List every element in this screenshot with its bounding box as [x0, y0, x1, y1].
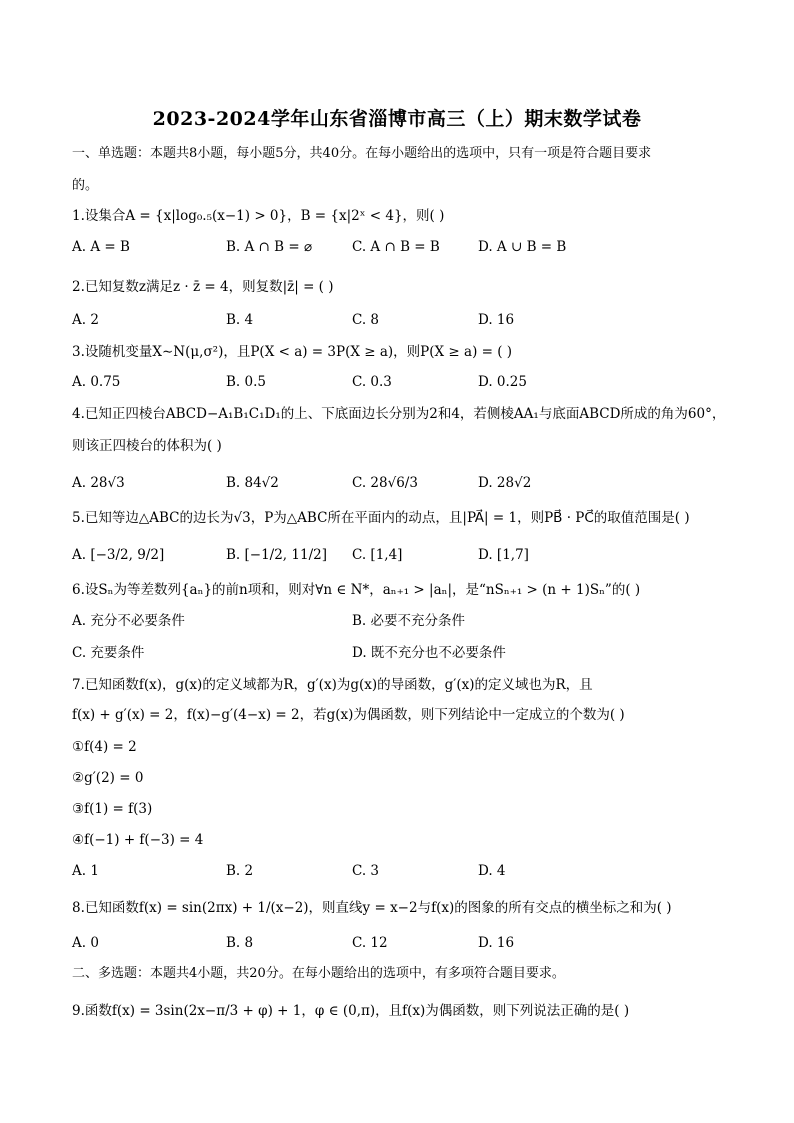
q3-stem: 3.设随机变量X∼N(μ,σ²)，且P(X < a) = 3P(X ≥ a)，则P(X ≥ a) = ( ) [72, 344, 513, 360]
q6-option-c: C. 充要条件 [72, 645, 145, 661]
q2-option-c: C. 8 [352, 312, 380, 328]
q7-option-c: C. 3 [352, 863, 380, 879]
q4-option-c: C. 28√6/3 [352, 475, 418, 491]
section1-heading-line1: 一、单选题：本题共8小题，每小题5分，共40分。在每小题给出的选项中，只有一项是符合题目要求 [72, 146, 652, 161]
q8-option-d: D. 16 [478, 935, 515, 951]
q8-option-a: A. 0 [72, 935, 99, 951]
q7-stem-line1: 7.已知函数f(x)，g(x)的定义域都为R，g′(x)为g(x)的导函数，g′(x)的定义域也为R，且 [72, 677, 593, 693]
q2-option-b: B. 4 [226, 312, 254, 328]
q7-statement-2: ②g′(2) = 0 [72, 770, 144, 786]
q2-option-a: A. 2 [72, 312, 99, 328]
q7-option-d: D. 4 [478, 863, 506, 879]
q7-option-b: B. 2 [226, 863, 254, 879]
q4-option-b: B. 84√2 [226, 475, 279, 491]
q4-option-d: D. 28√2 [478, 475, 532, 491]
q4-option-a: A. 28√3 [72, 475, 125, 491]
page-title: 2023-2024学年山东省淄博市高三（上）期末数学试卷 [152, 108, 642, 130]
q7-statement-4: ④f(−1) + f(−3) = 4 [72, 832, 204, 848]
q1-option-b: B. A ∩ B = ⌀ [226, 239, 313, 255]
q2-option-d: D. 16 [478, 312, 515, 328]
q1-option-c: C. A ∩ B = B [352, 239, 440, 255]
q5-stem: 5.已知等边△ABC的边长为√3，P为△ABC所在平面内的动点，且|PA⃗| = 1，则PB⃗ · PC⃗的取值范围是( ) [72, 510, 690, 526]
q2-stem: 2.已知复数z满足z · z̄ = 4，则复数|z̄| = ( ) [72, 279, 334, 295]
q5-option-c: C. [1,4] [352, 547, 403, 563]
q7-statement-1: ①f(4) = 2 [72, 739, 137, 755]
section2-heading: 二、多选题：本题共4小题，共20分。在每小题给出的选项中，有多项符合题目要求。 [72, 966, 565, 981]
section1-heading-line2: 的。 [72, 178, 99, 193]
q8-stem: 8.已知函数f(x) = sin(2πx) + 1/(x−2)，则直线y = x−2与f(x)的图象的所有交点的横坐标之和为( ) [72, 900, 672, 916]
q5-option-a: A. [−3/2, 9/2] [72, 547, 165, 563]
q8-option-b: B. 8 [226, 935, 254, 951]
q1-option-d: D. A ∪ B = B [478, 239, 567, 255]
q7-statement-3: ③f(1) = f(3) [72, 801, 153, 817]
q6-option-b: B. 必要不充分条件 [352, 613, 466, 629]
q1-stem: 1.设集合A = {x|log₀.₅(x−1) > 0}，B = {x|2ˣ < 4}，则( ) [72, 208, 445, 224]
q7-option-a: A. 1 [72, 863, 99, 879]
q6-stem: 6.设Sₙ为等差数列{aₙ}的前n项和，则对∀n ∈ N*，aₙ₊₁ > |aₙ|，是“nSₙ₊₁ > (n + 1)Sₙ”的( ) [72, 582, 641, 598]
q5-option-d: D. [1,7] [478, 547, 529, 563]
q6-option-a: A. 充分不必要条件 [72, 613, 185, 629]
q4-stem-line2: 则该正四棱台的体积为( ) [72, 438, 222, 454]
q6-option-d: D. 既不充分也不必要条件 [352, 645, 506, 661]
q5-option-b: B. [−1/2, 11/2] [226, 547, 327, 563]
q3-option-c: C. 0.3 [352, 374, 392, 390]
q1-option-a: A. A = B [72, 239, 130, 255]
q3-option-b: B. 0.5 [226, 374, 266, 390]
q7-stem-line2: f(x) + g′(x) = 2，f(x)−g′(4−x) = 2，若g(x)为偶函数，则下列结论中一定成立的个数为( ) [72, 707, 625, 723]
q4-stem-line1: 4.已知正四棱台ABCD−A₁B₁C₁D₁的上、下底面边长分别为2和4，若侧棱AA₁与底面ABCD所成的角为60°， [72, 406, 726, 422]
q3-option-a: A. 0.75 [72, 374, 121, 390]
q8-option-c: C. 12 [352, 935, 388, 951]
q3-option-d: D. 0.25 [478, 374, 527, 390]
q9-stem: 9.函数f(x) = 3sin(2x−π/3 + φ) + 1，φ ∈ (0,π)，且f(x)为偶函数，则下列说法正确的是( ) [72, 1003, 630, 1019]
